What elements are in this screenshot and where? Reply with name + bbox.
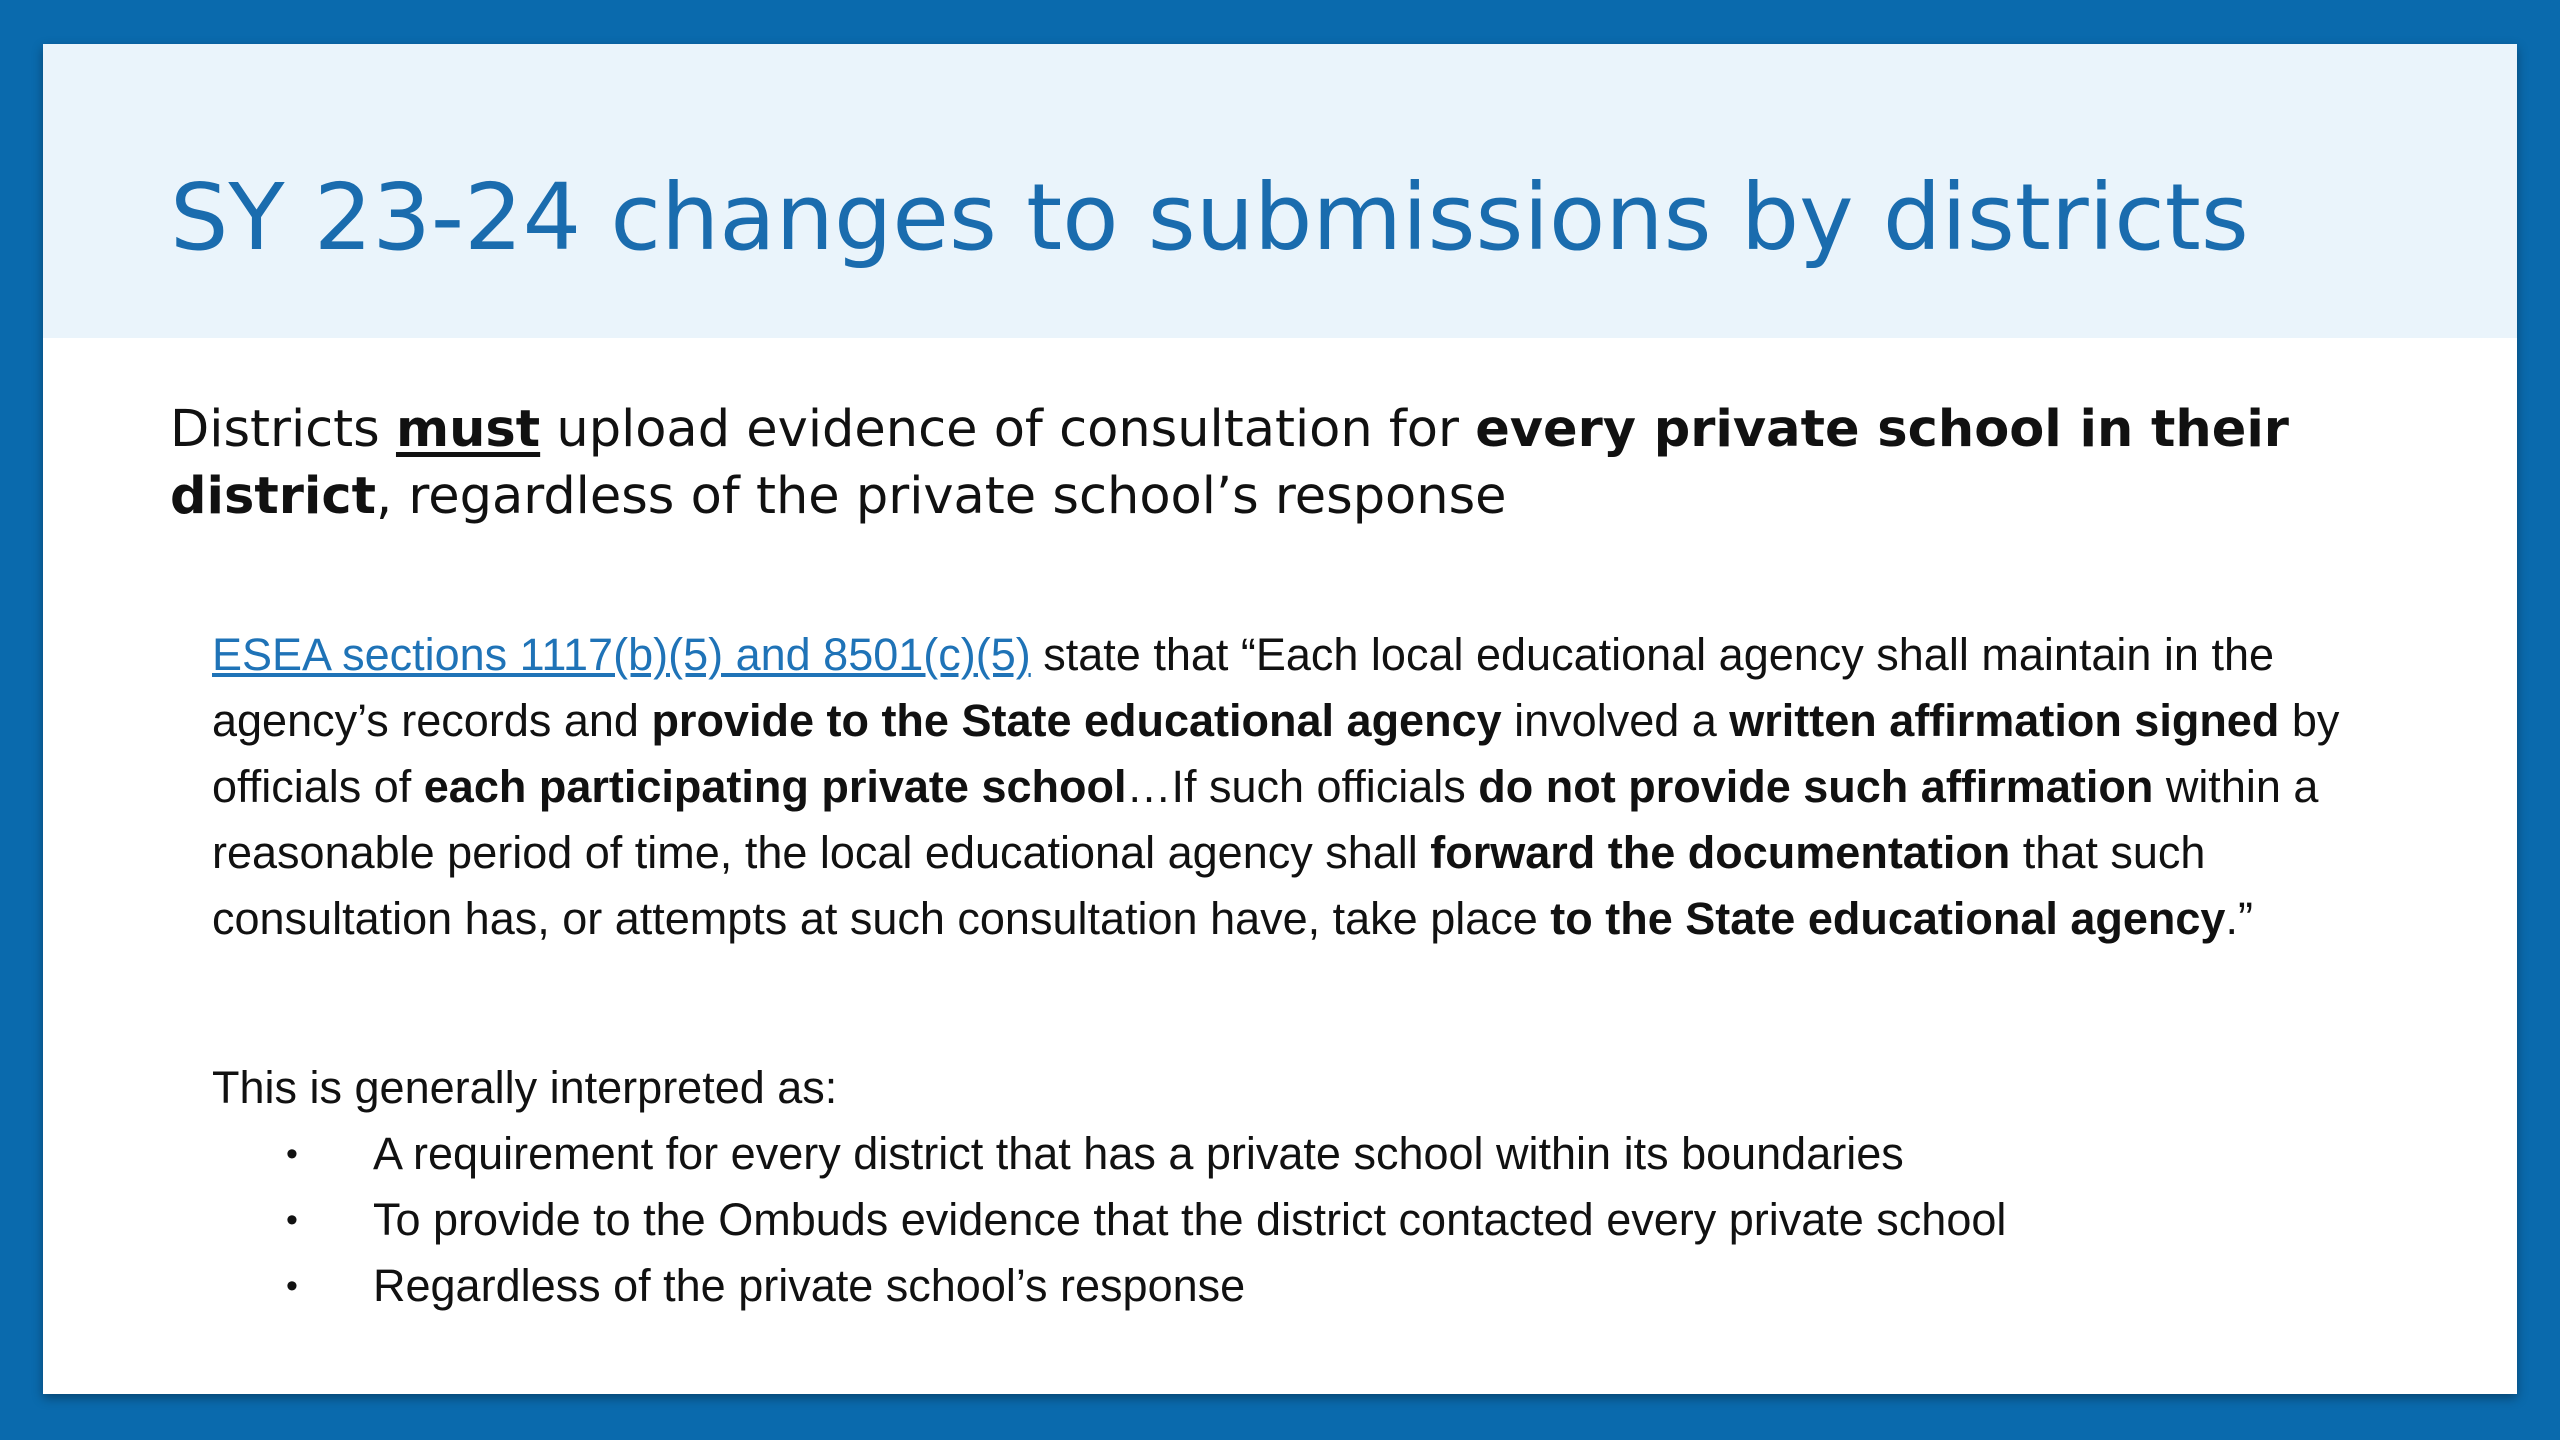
- lead-text-3: , regardless of the private school’s response: [375, 467, 1507, 526]
- quote-text-2: involved a: [1501, 695, 1730, 746]
- quote-text-1: state that “Each local educational agency shall maintain in the agency’s records and: [212, 629, 2275, 746]
- bullet-text: To provide to the Ombuds evidence that the district contacted every private school: [373, 1194, 2007, 1245]
- list-item: [212, 1121, 2006, 1187]
- bullet-icon: •: [286, 1135, 298, 1173]
- esea-sections-link[interactable]: ESEA sections 1117(b)(5) and 8501(c)(5): [212, 629, 1031, 680]
- quote-bold-2: written affirmation signed: [1729, 695, 2280, 746]
- esea-quote: [212, 622, 2422, 952]
- lead-statement: [170, 396, 2410, 530]
- quote-bold-3: each participating private school: [423, 761, 1127, 812]
- quote-bold-4: do not provide such affirmation: [1478, 761, 2154, 812]
- interpretation-intro: This is generally interpreted as:: [212, 1062, 838, 1113]
- bullet-text: Regardless of the private school’s response: [373, 1260, 1246, 1311]
- list-item: [212, 1253, 2006, 1319]
- quote-text-7: .”: [2225, 893, 2253, 944]
- quote-bold-1: provide to the State educational agency: [651, 695, 1502, 746]
- quote-bold-6: to the State educational agency: [1550, 893, 2226, 944]
- lead-bold-1: every private school in their district: [170, 400, 2289, 526]
- interpretation-list: [212, 1121, 2006, 1319]
- bullet-icon: •: [286, 1267, 298, 1305]
- title-band: [43, 44, 2517, 338]
- quote-text-4: …If such officials: [1126, 761, 1479, 812]
- bullet-text: A requirement for every district that has a private school within its boundaries: [373, 1128, 1904, 1179]
- slide-title: SY 23-24 changes to submissions by districts: [170, 164, 2249, 271]
- quote-text-5: within a reasonable period of time, the local educational agency shall: [212, 761, 2319, 878]
- lead-text-1: Districts: [170, 400, 396, 459]
- slide: [43, 44, 2517, 1394]
- quote-text-3: by officials of: [212, 695, 2340, 812]
- bullet-icon: •: [286, 1201, 298, 1239]
- quote-bold-5: forward the documentation: [1430, 827, 2011, 878]
- quote-text-6: that such consultation has, or attempts at such consultation have, take place: [212, 827, 2206, 944]
- list-item: [212, 1187, 2006, 1253]
- lead-text-2: upload evidence of consultation for: [540, 400, 1476, 459]
- lead-must: must: [395, 400, 541, 459]
